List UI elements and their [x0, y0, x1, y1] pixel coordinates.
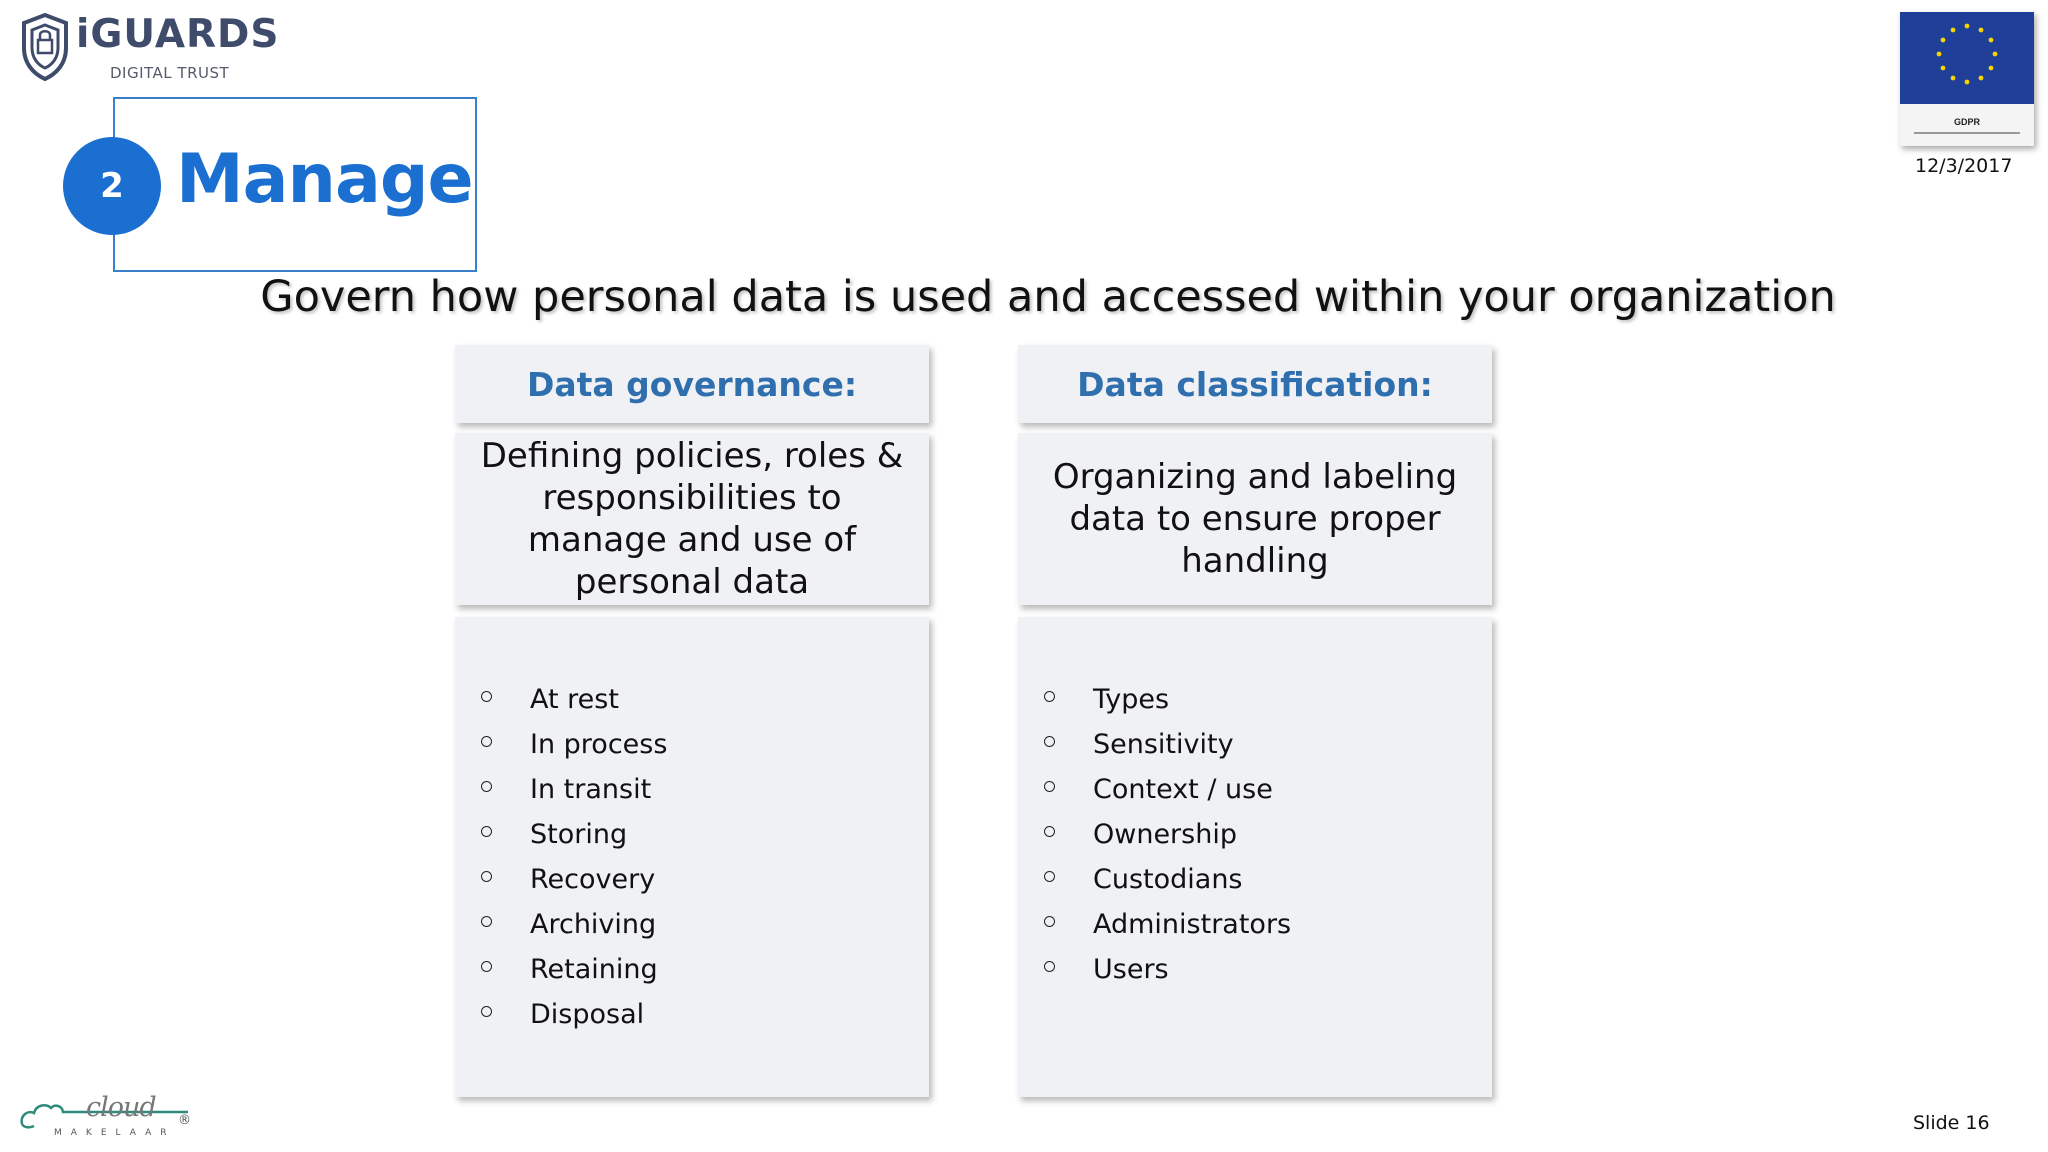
list-item-label: Storing	[530, 819, 628, 850]
circle-bullet-icon	[481, 1006, 492, 1017]
list-item-label: Disposal	[530, 999, 645, 1030]
classification-description-card: Organizing and labeling data to ensure proper handling	[1018, 433, 1492, 605]
list-item	[1018, 722, 1492, 767]
list-item	[455, 677, 929, 722]
footer-logo-subtitle: MAKELAAR	[54, 1128, 176, 1138]
circle-bullet-icon	[481, 916, 492, 927]
circle-bullet-icon	[481, 871, 492, 882]
gdpr-label: GDPR	[1953, 117, 1981, 127]
list-item	[455, 722, 929, 767]
logo-brand-name: iGUARDS	[76, 12, 280, 57]
list-item	[455, 857, 929, 902]
list-item-label: Recovery	[530, 864, 656, 895]
list-item-label: At rest	[530, 684, 619, 715]
list-item	[1018, 857, 1492, 902]
circle-bullet-icon	[1044, 871, 1055, 882]
circle-bullet-icon	[1044, 916, 1055, 927]
list-item-label: Administrators	[1093, 909, 1292, 940]
list-item-label: Users	[1093, 954, 1169, 985]
registered-mark: ®	[178, 1113, 191, 1128]
eu-gdpr-flag-icon	[1900, 12, 2034, 146]
list-item	[455, 992, 929, 1037]
slide-subtitle: Govern how personal data is used and accessed within your organization	[260, 272, 1836, 322]
list-item	[455, 812, 929, 857]
circle-bullet-icon	[481, 781, 492, 792]
list-item	[455, 767, 929, 812]
list-item	[455, 947, 929, 992]
classification-heading-card: Data classification:	[1018, 345, 1492, 423]
slide-number: Slide 16	[1913, 1112, 1990, 1134]
list-item-label: In process	[530, 729, 668, 760]
circle-bullet-icon	[1044, 961, 1055, 972]
list-item	[1018, 947, 1492, 992]
governance-heading-card: Data governance:	[455, 345, 929, 423]
section-title: Manage	[176, 140, 473, 219]
logo-tagline: DIGITAL TRUST	[110, 64, 230, 82]
classification-list-card	[1018, 617, 1492, 1097]
circle-bullet-icon	[481, 736, 492, 747]
list-item-label: Archiving	[530, 909, 657, 940]
list-item-label: Custodians	[1093, 864, 1243, 895]
list-item	[1018, 677, 1492, 722]
list-item-label: Sensitivity	[1093, 729, 1234, 760]
circle-bullet-icon	[481, 961, 492, 972]
circle-bullet-icon	[1044, 781, 1055, 792]
governance-list-card	[455, 617, 929, 1097]
circle-bullet-icon	[1044, 736, 1055, 747]
list-item-label: Ownership	[1093, 819, 1237, 850]
list-item-label: Retaining	[530, 954, 658, 985]
governance-description-card: Defining policies, roles & responsibilities to manage and use of personal data	[455, 433, 929, 605]
circle-bullet-icon	[481, 691, 492, 702]
circle-bullet-icon	[1044, 691, 1055, 702]
list-item	[1018, 767, 1492, 812]
list-item	[455, 902, 929, 947]
section-number-badge: 2	[63, 137, 161, 235]
list-item-label: Context / use	[1093, 774, 1273, 805]
circle-bullet-icon	[481, 826, 492, 837]
circle-bullet-icon	[1044, 826, 1055, 837]
list-item-label: In transit	[530, 774, 652, 805]
list-item-label: Types	[1093, 684, 1170, 715]
footer-logo-script: cloud	[86, 1092, 156, 1123]
shield-logo-icon	[20, 12, 70, 82]
list-item	[1018, 812, 1492, 857]
slide-date: 12/3/2017	[1915, 155, 2013, 177]
list-item	[1018, 902, 1492, 947]
